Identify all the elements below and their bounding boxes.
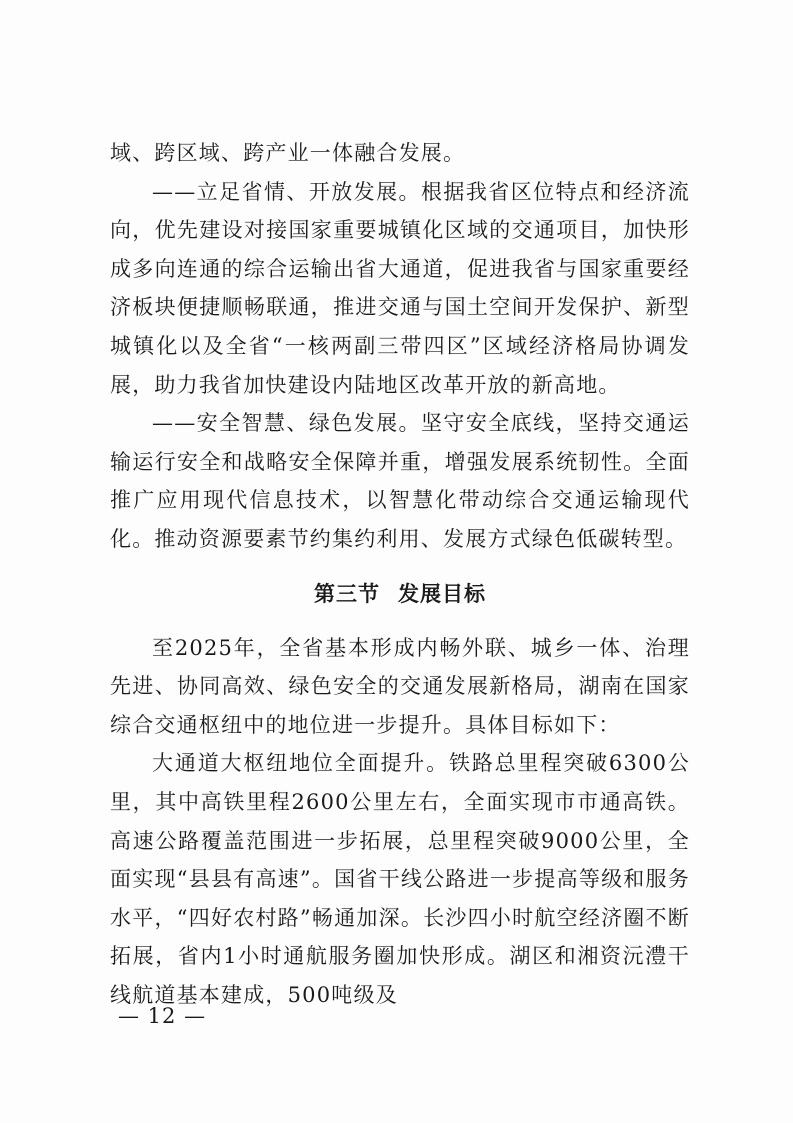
section-heading [110,579,690,609]
paragraph-principle-openness: ——立足省情、开放发展。根据我省区位特点和经济流向，优先建设对接国家重要城镇化区域的交通项目，加快形成多向连通的综合运输出省大通道，促进我省与国家重要经济板块便捷顺畅联通，推进交通与国土空间开发保护、新型城镇化以及全省“一核两副三带四区”区域经济格局协调发展，助力我省加快建设内陆地区改革开放的新高地。 [110,179,690,397]
paragraph-goals-intro: 至2025年，全省基本形成内畅外联、城乡一体、治理先进、协同高效、绿色安全的交通发展新格局，湖南在国家综合交通枢纽中的地位进一步提升。具体目标如下： [110,635,690,737]
paragraph-goals-corridors: 大通道大枢纽地位全面提升。铁路总里程突破6300公里，其中高铁里程2600公里左右，全面实现市市通高铁。高速公路覆盖范围进一步拓展，总里程突破9000公里，全面实现“县县有高速”。国省干线公路进一步提高等级和服务水平，“四好农村路”畅通加深。长沙四小时航空经济圈不断拓展，省内1小时通航服务圈加快形成。湖区和湘资沅澧干线航道基本建成，500吨级及 [110,751,690,1007]
section-title: 发展目标 [398,581,486,606]
section-number: 第三节 [314,581,380,606]
document-body [110,134,690,1014]
paragraph-principle-safety: ——安全智慧、绿色发展。坚守安全底线，坚持交通运输运行安全和战略安全保障并重，增强发展系统韧性。全面推广应用现代信息技术，以智慧化带动综合交通运输现代化。推动资源要素节约集约利用、发展方式绿色低碳转型。 [110,411,690,551]
page-number: — 12 — [118,1004,207,1028]
paragraph-continuation: 域、跨区域、跨产业一体融合发展。 [110,141,466,165]
